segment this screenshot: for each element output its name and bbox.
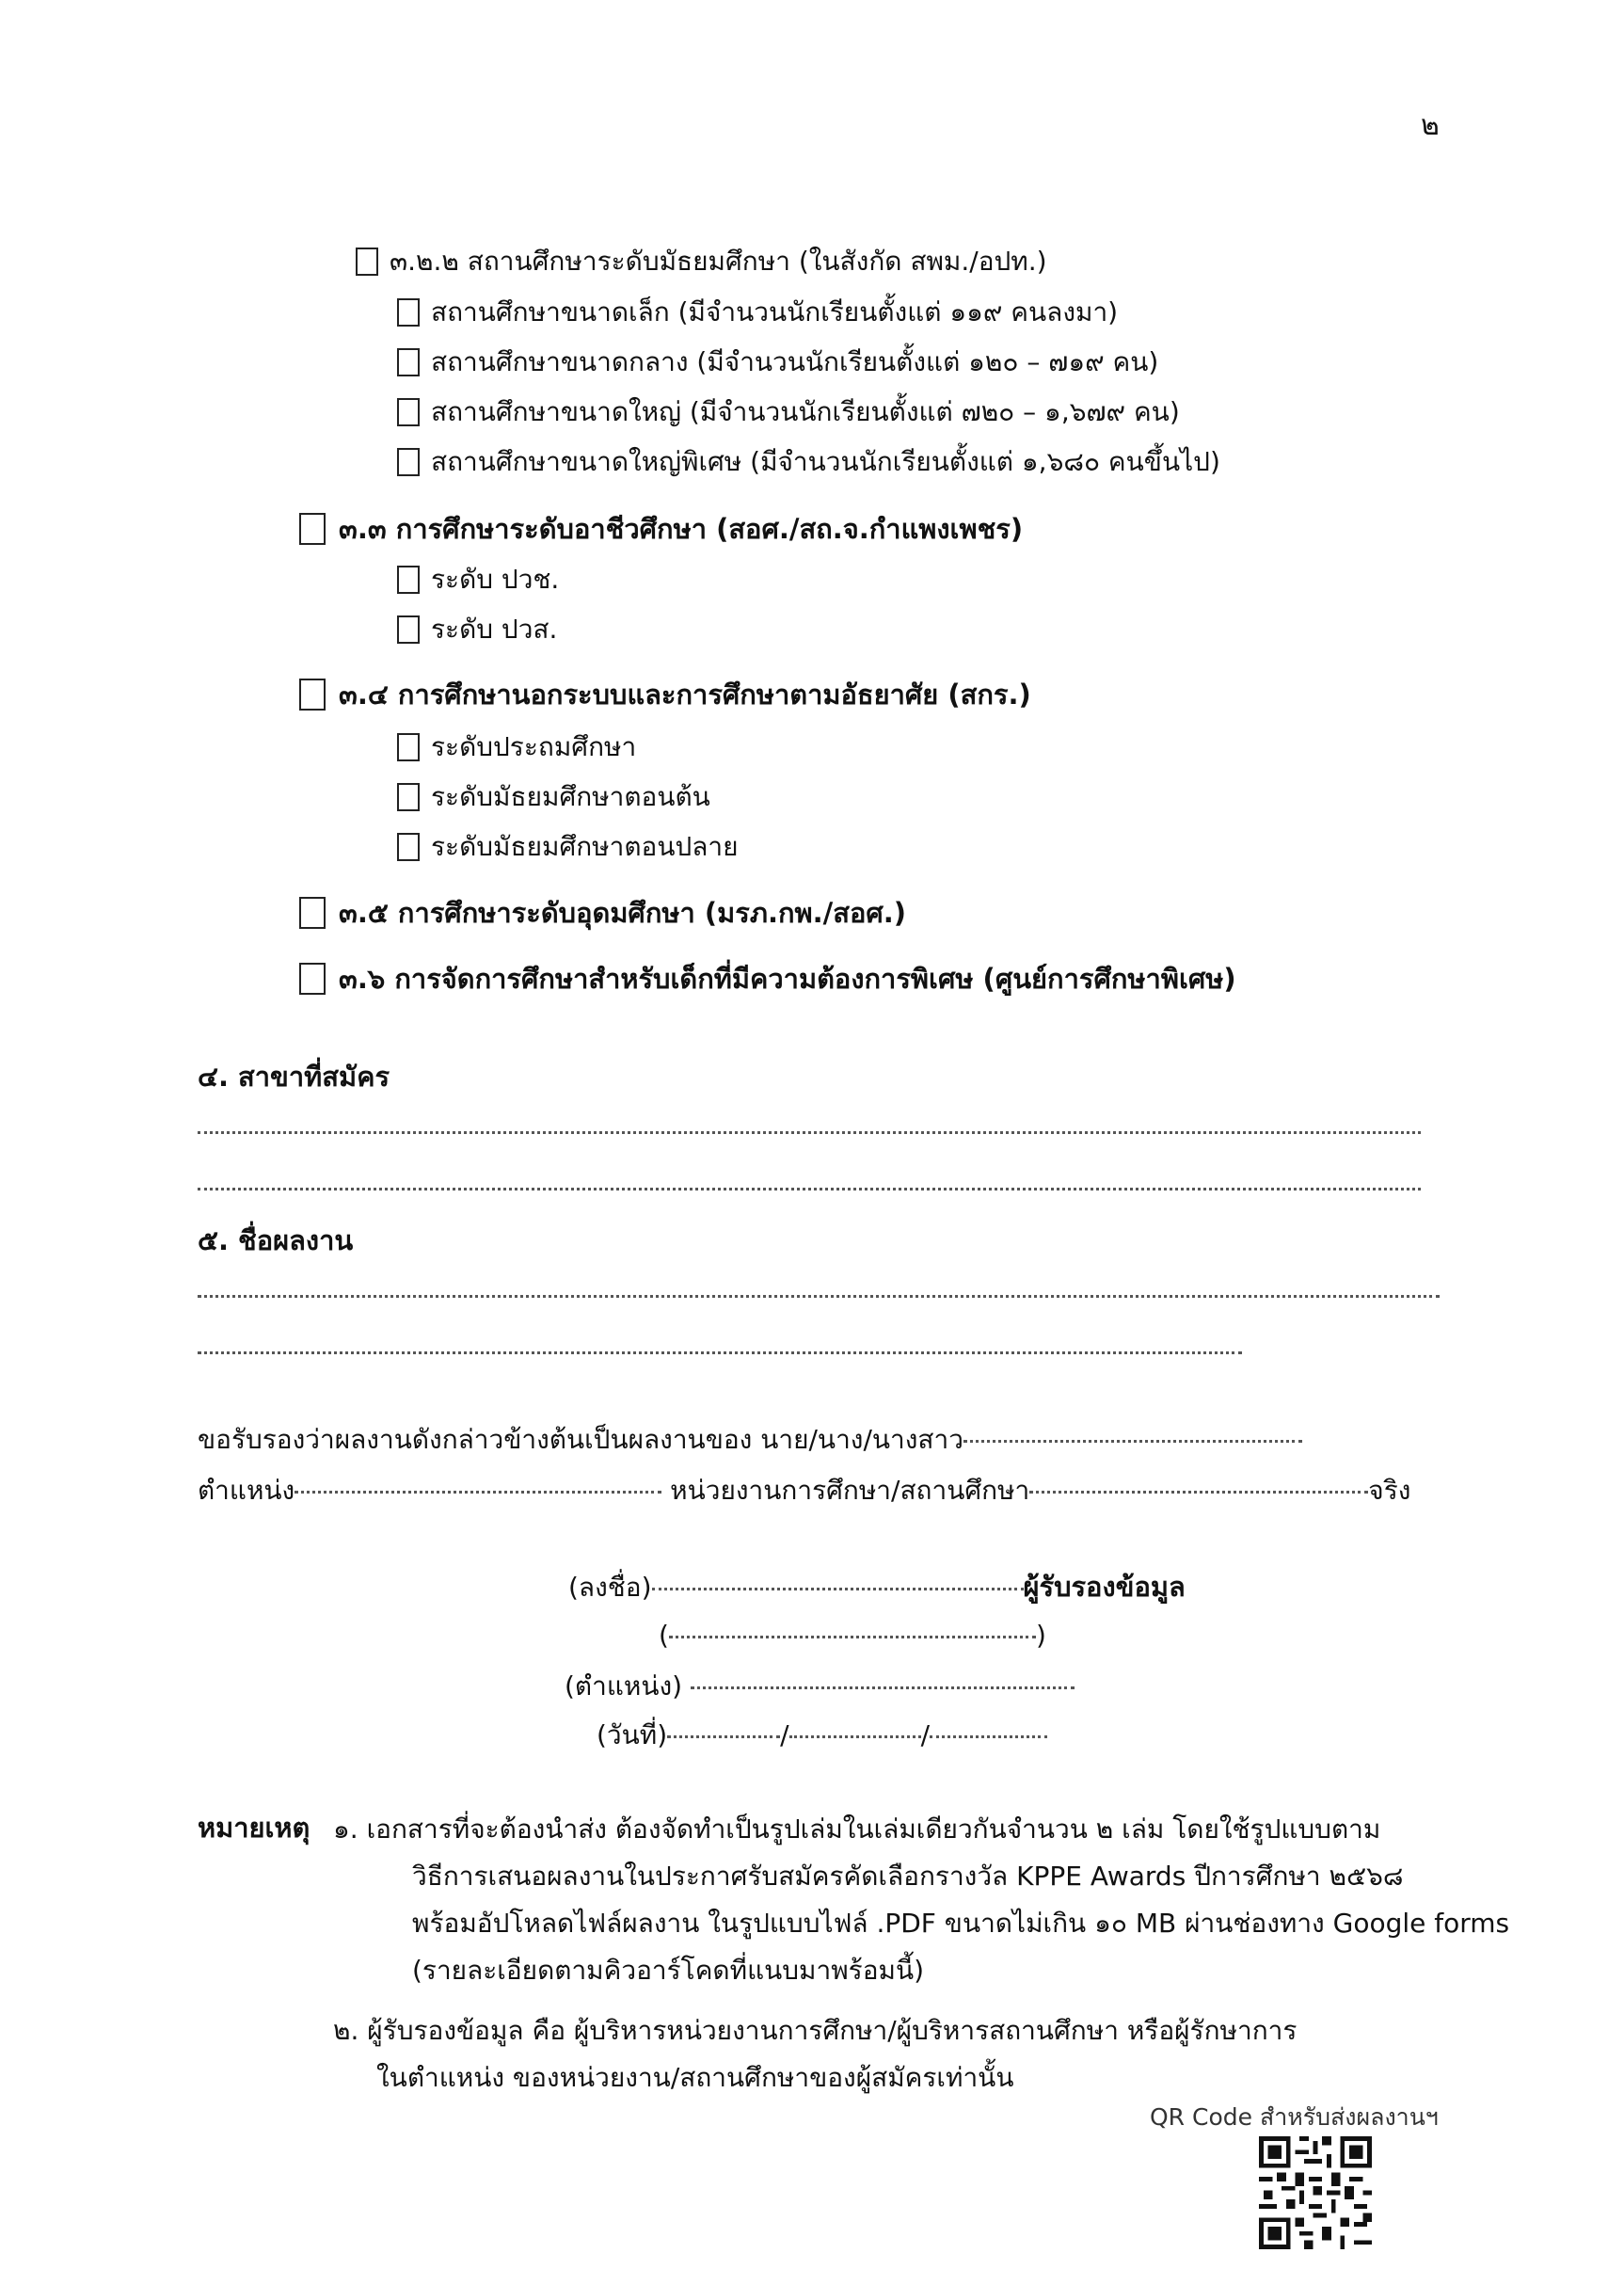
unit-label: หน่วยงานการศึกษา/สถานศึกษา bbox=[670, 1475, 1030, 1506]
sign-label: (ลงชื่อ) bbox=[568, 1572, 652, 1603]
date-slash-1: / bbox=[780, 1719, 789, 1750]
unit-field[interactable] bbox=[1029, 1491, 1368, 1494]
checkbox-3-2-2[interactable] bbox=[356, 248, 378, 276]
certify-text: ขอรับรองว่าผลงานดังกล่าวข้างต้นเป็นผลงานของ นาย/นาง/นางสาว bbox=[198, 1424, 963, 1455]
option-label: สถานศึกษาขนาดเล็ก (มีจำนวนนักเรียนตั้งแต่ ๑๑๙ คนลงมา) bbox=[431, 296, 1119, 328]
checkbox-upper-secondary[interactable] bbox=[397, 833, 420, 861]
note-2-line-1: ๒. ผู้รับรองข้อมูล คือ ผู้บริหารหน่วยงานการศึกษา/ผู้บริหารสถานศึกษา หรือผู้รักษาการ bbox=[333, 2015, 1298, 2046]
option-small-school bbox=[397, 296, 1118, 329]
printed-name-field[interactable] bbox=[669, 1636, 1036, 1638]
position-label: ตำแหน่ง bbox=[198, 1475, 295, 1506]
checkbox-extra-large-school[interactable] bbox=[397, 448, 420, 476]
section-3-5-label: ๓.๕ การศึกษาระดับอุดมศึกษา (มรภ.กพ./สอศ.) bbox=[339, 897, 907, 929]
option-label: สถานศึกษาขนาดใหญ่ (มีจำนวนนักเรียนตั้งแต่ ๗๒๐ – ๑,๖๗๙ คน) bbox=[431, 396, 1180, 427]
section-3-2-2 bbox=[356, 245, 1047, 279]
checkbox-small-school[interactable] bbox=[397, 298, 420, 327]
section-3-3-label: ๓.๓ การศึกษาระดับอาชีวศึกษา (สอศ./สถ.จ.กำแพงเพชร) bbox=[339, 513, 1024, 545]
page-number: ๒ bbox=[1421, 109, 1440, 142]
section-3-3 bbox=[299, 512, 1023, 546]
signature-line bbox=[568, 1570, 1186, 1605]
option-lower-secondary bbox=[397, 780, 710, 814]
position-field[interactable] bbox=[295, 1491, 661, 1494]
option-label: ระดับ ปวช. bbox=[431, 564, 560, 595]
date-label: (วันที่) bbox=[597, 1719, 668, 1750]
signer-position-line bbox=[565, 1670, 1075, 1703]
qr-code-image[interactable] bbox=[1259, 2136, 1372, 2249]
checkbox-pws[interactable] bbox=[397, 615, 420, 644]
option-pws bbox=[397, 613, 557, 647]
checkbox-large-school[interactable] bbox=[397, 398, 420, 426]
option-label: สถานศึกษาขนาดใหญ่พิเศษ (มีจำนวนนักเรียนตั้งแต่ ๑,๖๘๐ คนขึ้นไป) bbox=[431, 446, 1220, 477]
section-3-2-2-label: ๓.๒.๒ สถานศึกษาระดับมัธยมศึกษา (ในสังกัด สพม./อปท.) bbox=[390, 246, 1047, 277]
certify-line-2 bbox=[198, 1474, 1410, 1508]
option-label: ระดับ ปวส. bbox=[431, 614, 558, 645]
qr-caption: QR Code สำหรับส่งผลงานฯ bbox=[1150, 2103, 1439, 2131]
section-3-4-label: ๓.๔ การศึกษานอกระบบและการศึกษาตามอัธยาศัย (สกร.) bbox=[339, 679, 1031, 711]
year-field[interactable] bbox=[930, 1735, 1047, 1738]
note-2-line-2: ในตำแหน่ง ของหน่วยงาน/สถานศึกษาของผู้สมัครเท่านั้น bbox=[376, 2062, 1014, 2093]
date-line bbox=[597, 1718, 1047, 1752]
checkbox-medium-school[interactable] bbox=[397, 348, 420, 376]
option-label: ระดับประถมศึกษา bbox=[431, 731, 637, 762]
option-pwch bbox=[397, 563, 559, 597]
paren-open: ( bbox=[659, 1620, 669, 1651]
branch-line-1[interactable] bbox=[198, 1131, 1421, 1134]
owner-name-field[interactable] bbox=[963, 1440, 1302, 1443]
section-4-heading: ๔. สาขาที่สมัคร bbox=[198, 1061, 390, 1093]
date-slash-2: / bbox=[920, 1719, 931, 1750]
month-field[interactable] bbox=[789, 1735, 921, 1738]
certify-line-1 bbox=[198, 1423, 1302, 1457]
section-3-6 bbox=[299, 962, 1236, 996]
note-1-line-3: พร้อมอัปโหลดไฟล์ผลงาน ในรูปแบบไฟล์ .PDF ขนาดไม่เกิน ๑๐ MB ผ่านช่องทาง Google forms bbox=[412, 1908, 1510, 1939]
checkbox-3-5[interactable] bbox=[299, 897, 326, 929]
option-label: ระดับมัธยมศึกษาตอนต้น bbox=[431, 781, 710, 812]
true-label: จริง bbox=[1368, 1475, 1411, 1506]
option-medium-school bbox=[397, 345, 1158, 379]
note-1-line-4: (รายละเอียดตามคิวอาร์โคดที่แนบมาพร้อมนี้) bbox=[412, 1955, 925, 1986]
section-5-heading: ๕. ชื่อผลงาน bbox=[198, 1224, 354, 1256]
signer-position-field[interactable] bbox=[691, 1686, 1075, 1689]
checkbox-primary[interactable] bbox=[397, 733, 420, 761]
option-primary bbox=[397, 730, 636, 764]
name-in-parentheses-line bbox=[659, 1619, 1046, 1653]
option-extra-large-school bbox=[397, 445, 1220, 479]
checkbox-3-3[interactable] bbox=[299, 513, 326, 545]
notes-heading: หมายเหตุ bbox=[198, 1812, 310, 1844]
option-label: ระดับมัธยมศึกษาตอนปลาย bbox=[431, 831, 739, 862]
note-1-line-1: ๑. เอกสารที่จะต้องนำส่ง ต้องจัดทำเป็นรูปเล่มในเล่มเดียวกันจำนวน ๒ เล่ม โดยใช้รูปแบบตาม bbox=[333, 1814, 1381, 1845]
branch-line-2[interactable] bbox=[198, 1188, 1421, 1190]
checkbox-lower-secondary[interactable] bbox=[397, 783, 420, 811]
option-large-school bbox=[397, 395, 1180, 429]
certifier-label: ผู้รับรองข้อมูล bbox=[1023, 1571, 1186, 1603]
checkbox-3-4[interactable] bbox=[299, 679, 326, 711]
signature-field[interactable] bbox=[652, 1588, 1024, 1590]
section-3-6-label: ๓.๖ การจัดการศึกษาสำหรับเด็กที่มีความต้องการพิเศษ (ศูนย์การศึกษาพิเศษ) bbox=[339, 963, 1236, 995]
checkbox-pwch[interactable] bbox=[397, 566, 420, 594]
section-3-5 bbox=[299, 896, 906, 930]
checkbox-3-6[interactable] bbox=[299, 963, 326, 995]
section-3-4 bbox=[299, 678, 1031, 711]
day-field[interactable] bbox=[667, 1735, 780, 1738]
work-title-line-1[interactable] bbox=[198, 1295, 1440, 1298]
signer-position-label: (ตำแหน่ง) bbox=[565, 1670, 683, 1702]
note-1-line-2: วิธีการเสนอผลงานในประกาศรับสมัครคัดเลือกรางวัล KPPE Awards ปีการศึกษา ๒๕๖๘ bbox=[412, 1861, 1404, 1892]
paren-close: ) bbox=[1035, 1620, 1046, 1651]
option-label: สถานศึกษาขนาดกลาง (มีจำนวนนักเรียนตั้งแต่ ๑๒๐ – ๗๑๙ คน) bbox=[431, 346, 1159, 377]
option-upper-secondary bbox=[397, 830, 739, 864]
work-title-line-2[interactable] bbox=[198, 1351, 1242, 1354]
